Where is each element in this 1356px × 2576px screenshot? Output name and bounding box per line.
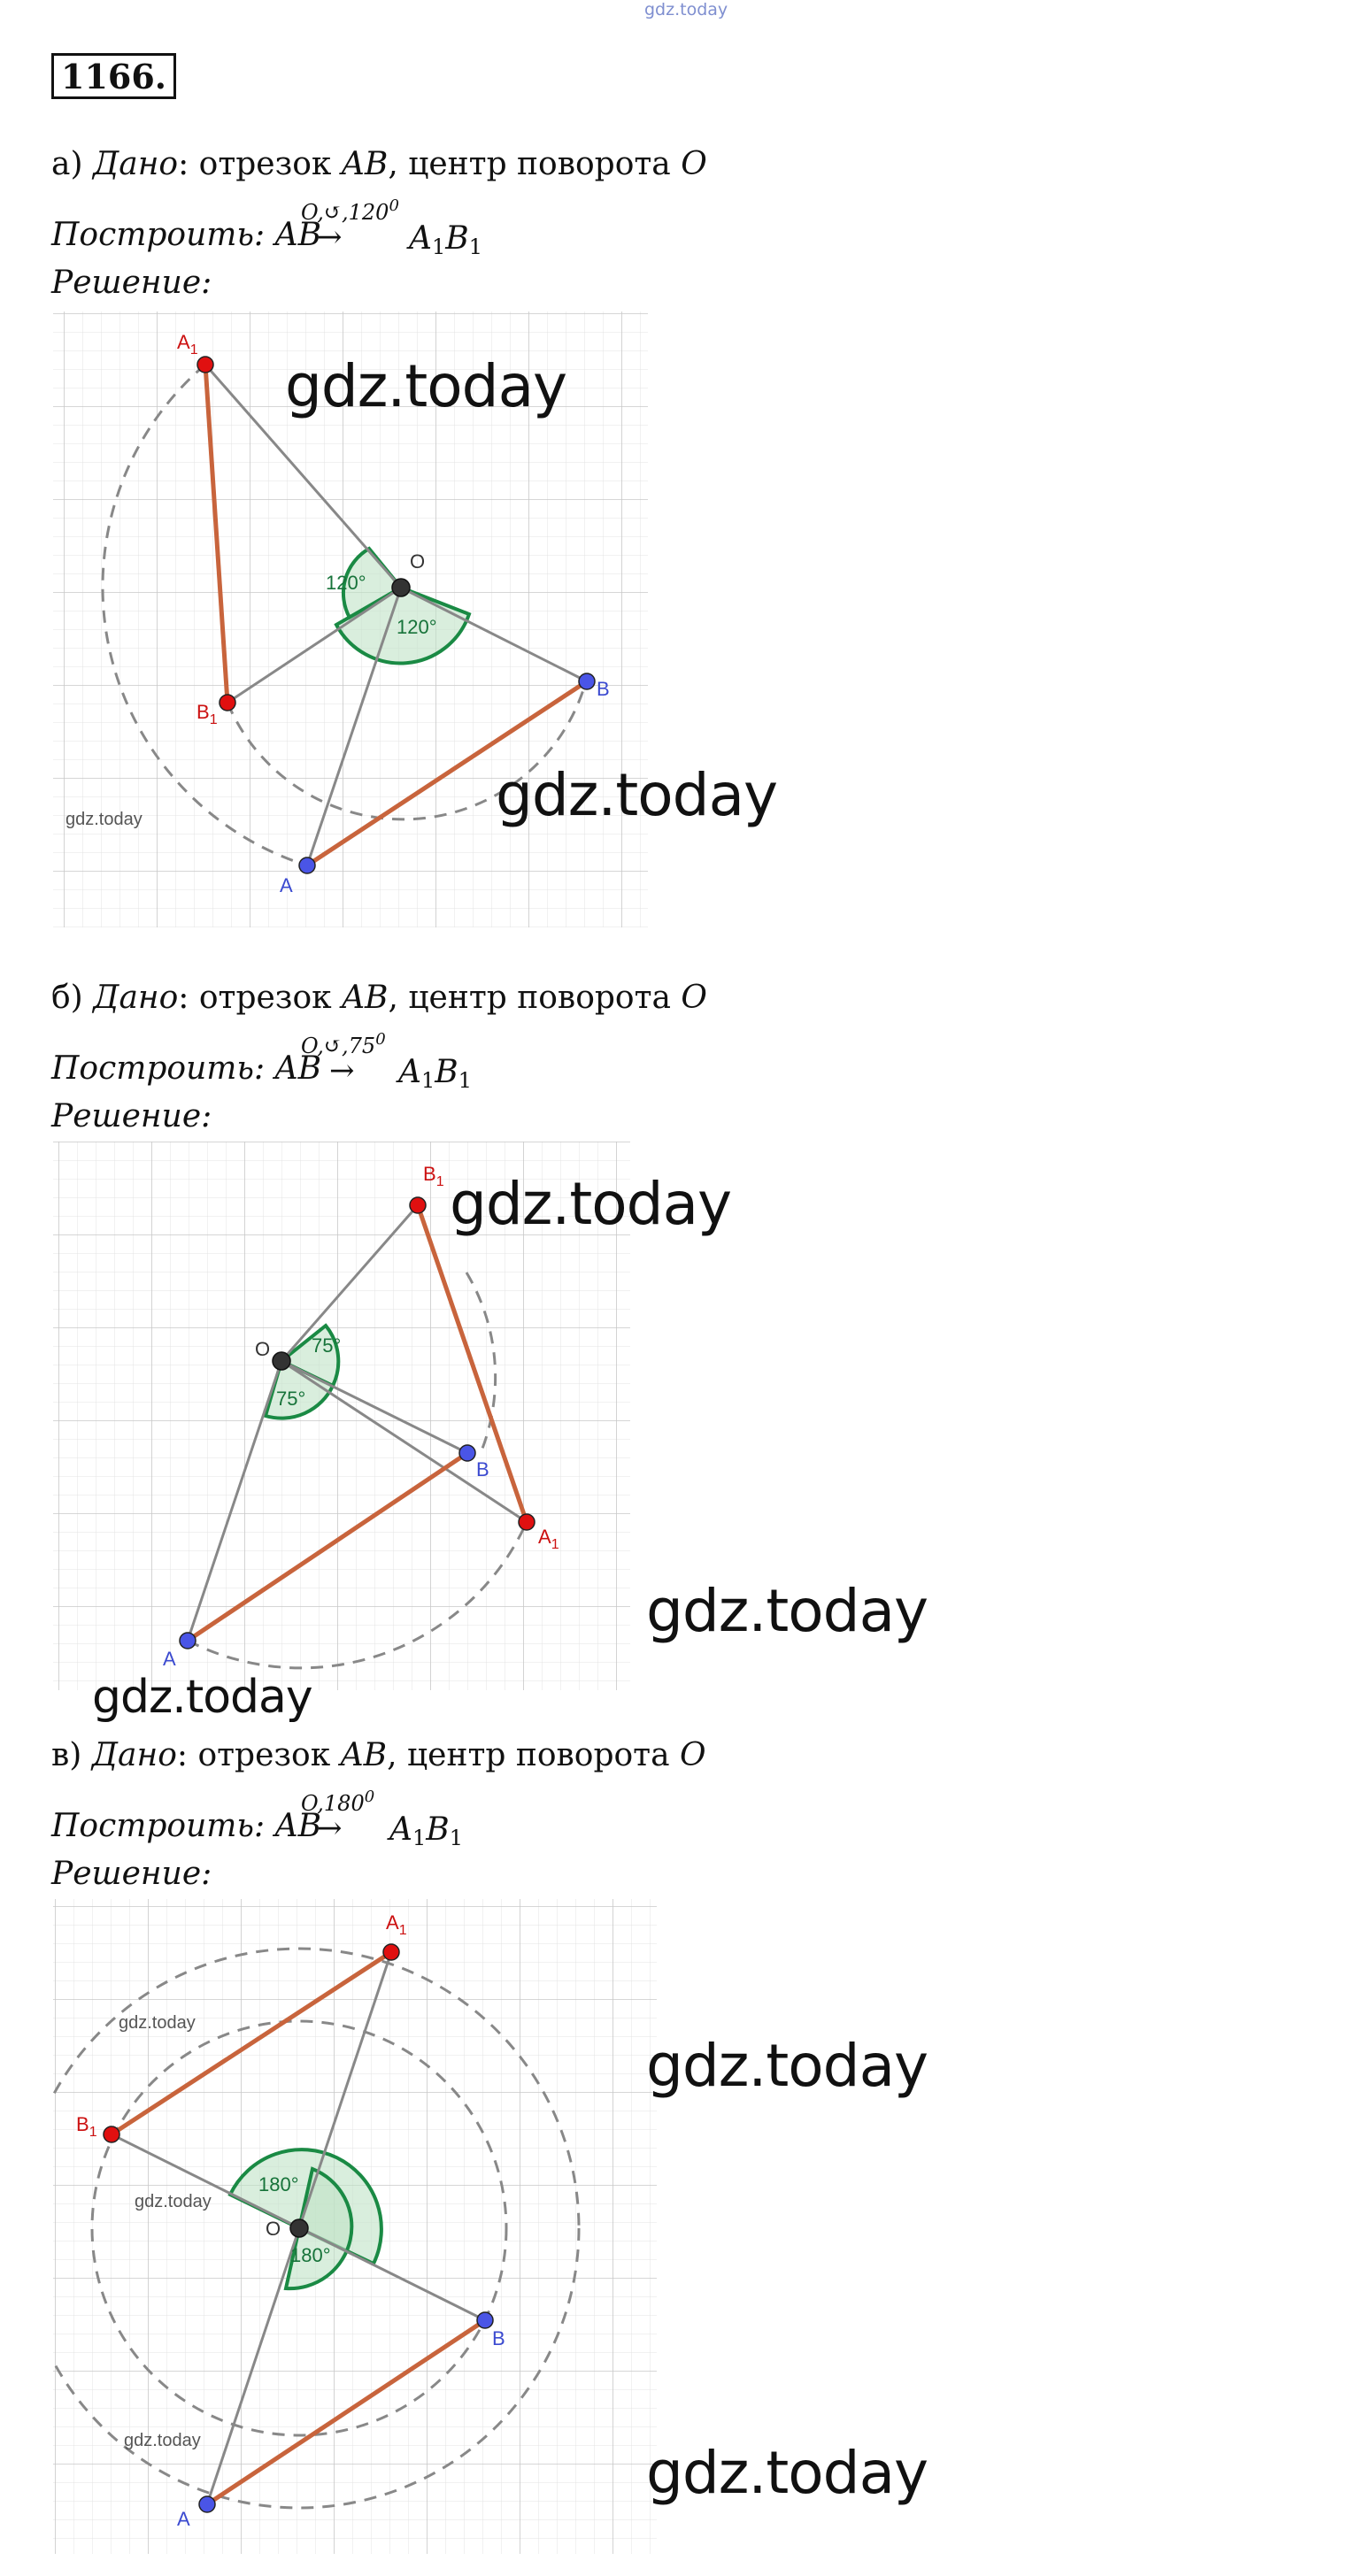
label-o-b: O (255, 1338, 271, 1360)
part-b-rotation: $O,↺,75^0$ (301, 1030, 386, 1058)
part-c-rotation: O,180$^0$ (301, 1788, 375, 1816)
part-c-construct-label: Построить (51, 1808, 255, 1844)
part-a-construct-label: Построить (51, 217, 255, 253)
part-c-given-text: : отрезок (176, 1737, 341, 1773)
part-a-construct (51, 216, 321, 255)
label-o: O (410, 550, 426, 573)
part-a-arrow: → (317, 219, 343, 255)
part-b-construct (51, 1050, 321, 1088)
point-a1 (197, 357, 213, 373)
label-b1-c: $B_1$ (76, 2113, 97, 2140)
part-b-arrow: → (329, 1053, 355, 1088)
part-c-prefix: в) (51, 1737, 82, 1773)
angle-label-b1: 75° (312, 1334, 342, 1357)
part-c-arrow: → (317, 1811, 343, 1846)
point-a1 (519, 1514, 535, 1530)
part-b-prefix: б) (51, 980, 83, 1016)
label-b1: $B_1$ (196, 701, 218, 727)
part-b-center: O (681, 980, 707, 1016)
point-b1 (104, 2126, 119, 2142)
part-a-center: O (681, 146, 707, 182)
watermark-b1: gdz.today (450, 1170, 732, 1238)
watermark-a2: gdz.today (496, 761, 778, 829)
part-a-prefix: а) (51, 146, 83, 182)
label-a-b: A (163, 1648, 176, 1670)
part-a-given-label: Дано (92, 146, 179, 182)
point-b1 (220, 695, 235, 711)
part-b-construct-label: Построить (51, 1050, 255, 1087)
label-b1-b: $B_1$ (423, 1163, 444, 1189)
site-watermark-top: gdz.today (644, 0, 728, 19)
label-a1: $A_1$ (177, 331, 198, 358)
part-b-given (51, 979, 707, 1018)
small-watermark-c3: gdz.today (124, 2431, 201, 2450)
part-b-center-text: , центр поворота (388, 980, 682, 1016)
angle-label-2: 120° (397, 616, 437, 638)
angle-label-1: 120° (326, 572, 366, 594)
part-c-given (51, 1736, 706, 1775)
part-c-construct (51, 1807, 321, 1846)
part-c-construct-from: : AB (254, 1808, 322, 1844)
problem-number: 1166. (51, 53, 176, 99)
point-o (290, 2219, 308, 2237)
small-watermark-c2: gdz.today (135, 2192, 212, 2211)
part-a-center-text: , центр поворота (388, 146, 682, 182)
label-b: B (597, 678, 610, 700)
part-a-given (51, 145, 707, 184)
part-b-segment: AB (342, 980, 389, 1016)
watermark-c1: gdz.today (646, 2032, 928, 2100)
part-b-given-label: Дано (93, 980, 179, 1016)
part-b-given-text: : отрезок (178, 980, 343, 1016)
label-a-c: A (177, 2508, 190, 2530)
point-b (579, 673, 595, 689)
point-o (273, 1352, 290, 1370)
label-a1-c: $A_1$ (386, 1911, 407, 1938)
point-b1 (410, 1197, 426, 1213)
label-a1-b: $A_1$ (538, 1526, 559, 1552)
point-a (180, 1633, 196, 1649)
part-c-segment: AB (340, 1737, 388, 1773)
point-a (199, 2496, 215, 2512)
point-b (477, 2312, 493, 2328)
watermark-b3: gdz.today (92, 1671, 312, 1724)
part-c-center-text: , центр поворота (387, 1737, 680, 1773)
part-a-rotation: O,↺,120$^0$ (301, 196, 399, 225)
watermark-b2: gdz.today (646, 1577, 928, 1645)
label-b-b: B (476, 1458, 489, 1480)
part-c-center: O (680, 1737, 706, 1773)
label-o-c: O (266, 2218, 281, 2240)
part-a-given-text: : отрезок (178, 146, 342, 182)
point-a1 (383, 1944, 399, 1960)
part-b-result: $A_1B_1$ (398, 1054, 473, 1093)
part-a-solution-label: Решение: (51, 265, 212, 301)
part-a-result: $A_1B_1$ (409, 220, 483, 259)
figure-c (53, 1899, 657, 2554)
angle-label-c2: 180° (290, 2244, 331, 2266)
small-watermark-c1: gdz.today (119, 2013, 196, 2033)
part-a-construct-from: : AB (254, 217, 322, 253)
angle-label-c1: 180° (258, 2173, 299, 2195)
part-b-construct-from: : AB (254, 1050, 322, 1087)
watermark-a1: gdz.today (285, 352, 567, 420)
part-a-segment: AB (341, 146, 389, 182)
watermark-c2: gdz.today (646, 2439, 928, 2507)
part-c-solution-label: Решение: (51, 1856, 212, 1892)
small-watermark-a: gdz.today (65, 810, 143, 829)
point-b (459, 1445, 475, 1461)
part-c-result: $A_1B_1$ (389, 1811, 464, 1850)
label-a: A (280, 874, 293, 896)
angle-label-b2: 75° (276, 1388, 306, 1410)
label-b-c: B (492, 2327, 505, 2349)
part-c-given-label: Дано (91, 1737, 177, 1773)
point-a (299, 857, 315, 873)
point-o (392, 579, 410, 596)
part-b-solution-label: Решение: (51, 1098, 212, 1134)
